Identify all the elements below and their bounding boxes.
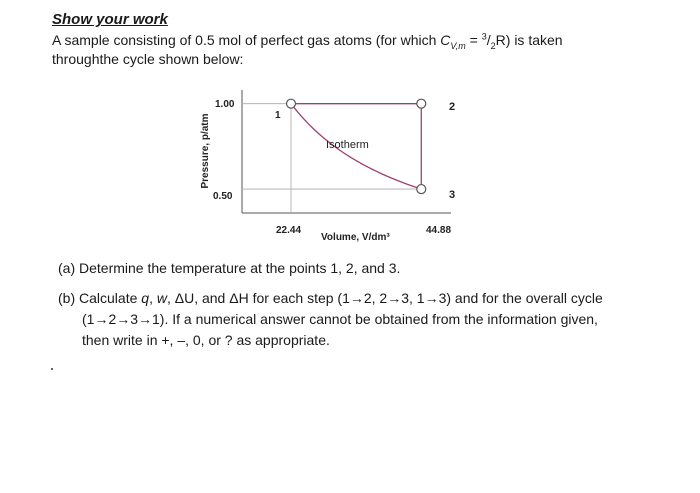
y-axis-label: Pressure, p/atm bbox=[200, 113, 211, 189]
x-tick-22-44: 22.44 bbox=[276, 225, 302, 236]
question-b-line-3: then write in +, –, 0, or ? as appropriate. bbox=[82, 332, 330, 348]
question-b-line-2: (1→2→3→1). If a numerical answer cannot be obtained from the information given, bbox=[82, 311, 598, 327]
point-3-label: 3 bbox=[449, 189, 456, 201]
point-2-label: 2 bbox=[449, 101, 456, 113]
intro-line-1: A sample consisting of 0.5 mol of perfect gas atoms (for which $C_{V,m} = ^3/_2R$) is taken bbox=[52, 31, 563, 51]
point-2-marker bbox=[417, 99, 426, 108]
x-tick-44-88: 44.88 bbox=[426, 225, 452, 236]
heading: Show your work bbox=[52, 11, 168, 28]
point-3-marker bbox=[417, 185, 426, 194]
point-1-label: 1 bbox=[275, 110, 281, 121]
y-tick-0-50: 0.50 bbox=[213, 191, 233, 202]
point-1-marker bbox=[286, 99, 295, 108]
intro-line-2: throughthe cycle shown below: bbox=[52, 51, 244, 67]
y-tick-1-00: 1.00 bbox=[215, 99, 235, 110]
question-a: (a) Determine the temperature at the points 1, 2, and 3. bbox=[58, 260, 401, 276]
pv-cycle-chart bbox=[195, 88, 480, 250]
stray-dot bbox=[51, 368, 53, 370]
x-axis-label: Volume, V/dm³ bbox=[321, 232, 390, 243]
isotherm-label: Isotherm bbox=[326, 139, 369, 151]
question-b-line-1: (b) Calculate q, w, ΔU, and ΔH for each step (1→2, 2→3, 1→3) and for the overall cycle bbox=[58, 290, 603, 306]
